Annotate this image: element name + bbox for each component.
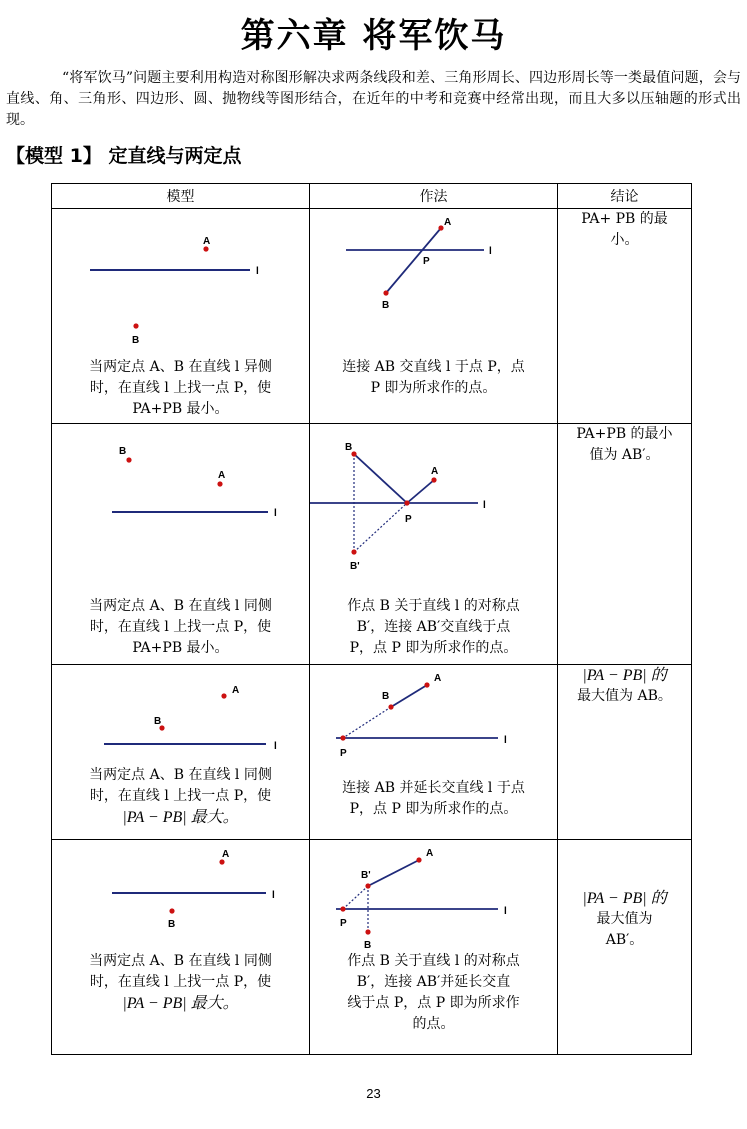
point-b bbox=[169, 908, 174, 913]
label-b: B bbox=[382, 300, 390, 311]
label-b: B bbox=[364, 940, 372, 951]
label-a: A bbox=[434, 673, 442, 684]
model-figure-4 bbox=[52, 840, 310, 950]
point-p bbox=[404, 500, 409, 505]
page-number: 23 bbox=[366, 1086, 381, 1101]
model-desc-line: 时，在直线 l 上找一点 P，使 bbox=[89, 974, 272, 990]
label-p: P bbox=[340, 918, 347, 929]
label-b: B bbox=[132, 335, 140, 346]
method-figure-1 bbox=[310, 209, 558, 359]
label-b: B bbox=[382, 691, 390, 702]
label-l: l bbox=[274, 741, 277, 752]
model-desc-line: 当两定点 A、B 在直线 l 异侧 bbox=[89, 359, 272, 375]
label-b: B bbox=[119, 446, 127, 457]
point-b bbox=[133, 323, 138, 328]
table-header-row bbox=[52, 184, 692, 209]
conclusion-line: 值为 AB′。 bbox=[589, 447, 660, 463]
table-row bbox=[52, 665, 692, 840]
conclusion-line: 最大值为 bbox=[596, 911, 653, 927]
extension-bp bbox=[343, 707, 391, 738]
method-cell bbox=[310, 209, 558, 424]
model-desc-line: |PA − PB| 最大。 bbox=[122, 809, 239, 826]
point-p bbox=[340, 906, 345, 911]
conclusion-line: PA+PB 的最小 bbox=[576, 426, 673, 442]
conclusion-line: 最大值为 AB。 bbox=[577, 688, 672, 704]
method-desc-line: 线于点 P，点 P 即为所求作 bbox=[347, 995, 520, 1011]
point-b bbox=[126, 457, 131, 462]
model-desc-line: 当两定点 A、B 在直线 l 同侧 bbox=[89, 767, 272, 783]
conclusion-cell bbox=[558, 840, 692, 1055]
model-cell bbox=[52, 209, 310, 424]
model-desc-line: |PA − PB| 最大。 bbox=[122, 995, 239, 1012]
model-figure-2 bbox=[52, 424, 310, 594]
conclusion-line: |PA − PB| 的 bbox=[582, 667, 667, 684]
model-desc-line: 时，在直线 l 上找一点 P，使 bbox=[89, 619, 272, 635]
point-a bbox=[424, 682, 429, 687]
point-a bbox=[416, 857, 421, 862]
method-figure-3 bbox=[310, 665, 558, 790]
method-desc-line: P，点 P 即为所求作的点。 bbox=[349, 640, 518, 656]
table-row bbox=[52, 209, 692, 424]
header-method: 作法 bbox=[310, 184, 558, 209]
model-cell bbox=[52, 424, 310, 665]
conclusion-line: PA+ PB 的最 bbox=[581, 211, 668, 227]
label-b-prime: B' bbox=[361, 870, 371, 881]
conclusion-line: AB′。 bbox=[605, 932, 644, 948]
label-a: A bbox=[426, 848, 434, 859]
label-a: A bbox=[431, 466, 439, 477]
label-l: l bbox=[504, 906, 507, 917]
point-b bbox=[365, 929, 370, 934]
header-model: 模型 bbox=[52, 184, 310, 209]
label-l: l bbox=[272, 890, 275, 901]
method-cell bbox=[310, 840, 558, 1055]
point-b-prime bbox=[351, 549, 356, 554]
label-b: B bbox=[154, 716, 162, 727]
method-desc-line: 的点。 bbox=[412, 1016, 455, 1032]
model-desc-line: 当两定点 A、B 在直线 l 同侧 bbox=[89, 953, 272, 969]
segment-bp bbox=[354, 454, 407, 503]
conclusion-line: |PA − PB| 的 bbox=[582, 890, 667, 907]
label-p: P bbox=[423, 256, 430, 267]
label-l: l bbox=[504, 735, 507, 746]
label-b-prime: B' bbox=[350, 561, 360, 572]
model-desc-line: 时，在直线 l 上找一点 P，使 bbox=[89, 380, 272, 396]
point-p bbox=[340, 735, 345, 740]
method-desc-line: 连接 AB 并延长交直线 l 于点 bbox=[342, 780, 525, 796]
point-a bbox=[217, 481, 222, 486]
method-figure-4 bbox=[310, 840, 558, 955]
label-a: A bbox=[218, 470, 226, 481]
page-title: 第六章 将军饮马 bbox=[240, 16, 507, 56]
label-p: P bbox=[405, 514, 412, 525]
label-l: l bbox=[483, 500, 486, 511]
segment-ab bbox=[391, 685, 427, 707]
extension-bprime-p bbox=[343, 886, 368, 909]
intro-paragraph: “将军饮马”问题主要利用构造对称图形解决求两条线段和差、三角形周长、四边形周长等一类最值问题，会与直线、角、三角形、四边形、圆、抛物线等图形结合，在近年的中考和竞赛中经常出现，而且大多以压轴题的形式出现。 bbox=[6, 70, 741, 128]
model-table bbox=[51, 183, 692, 1055]
method-desc-line: 作点 B 关于直线 l 的对称点 bbox=[347, 598, 520, 614]
point-a bbox=[219, 859, 224, 864]
label-l: l bbox=[256, 266, 259, 277]
label-p: P bbox=[340, 748, 347, 759]
model-cell bbox=[52, 840, 310, 1055]
method-figure-2 bbox=[310, 424, 558, 594]
method-cell bbox=[310, 665, 558, 840]
model-figure-3 bbox=[52, 665, 310, 770]
point-a bbox=[221, 693, 226, 698]
model-desc-line: PA+PB 最小。 bbox=[132, 640, 229, 656]
label-a: A bbox=[222, 849, 230, 860]
method-desc-line: 连接 AB 交直线 l 于点 P，点 bbox=[342, 359, 525, 375]
model-heading: 【模型 1】 定直线与两定点 bbox=[6, 145, 242, 167]
method-desc-line: P 即为所求作的点。 bbox=[370, 380, 497, 396]
label-b: B bbox=[168, 919, 176, 930]
model-cell bbox=[52, 665, 310, 840]
point-b bbox=[388, 704, 393, 709]
model-desc-line: 时，在直线 l 上找一点 P，使 bbox=[89, 788, 272, 804]
conclusion-cell bbox=[558, 665, 692, 840]
method-desc-line: B′，连接 AB′交直线于点 bbox=[356, 619, 511, 635]
conclusion-line: 小。 bbox=[610, 232, 639, 248]
segment-ab bbox=[386, 228, 441, 293]
label-a: A bbox=[444, 217, 452, 228]
point-b bbox=[383, 290, 388, 295]
label-l: l bbox=[274, 508, 277, 519]
label-b: B bbox=[345, 442, 353, 453]
method-desc-line: 作点 B 关于直线 l 的对称点 bbox=[347, 953, 520, 969]
method-desc-line: B′，连接 AB′并延长交直 bbox=[356, 974, 511, 990]
model-figure-1 bbox=[52, 209, 310, 359]
conclusion-cell bbox=[558, 209, 692, 424]
model-desc-line: PA+PB 最小。 bbox=[132, 401, 229, 417]
label-a: A bbox=[203, 236, 211, 247]
method-desc-line: P，点 P 即为所求作的点。 bbox=[349, 801, 518, 817]
header-conclusion: 结论 bbox=[558, 184, 692, 209]
table-row bbox=[52, 840, 692, 1055]
table-row bbox=[52, 424, 692, 665]
method-cell bbox=[310, 424, 558, 665]
point-a bbox=[203, 246, 208, 251]
label-a: A bbox=[232, 685, 240, 696]
point-a bbox=[431, 477, 436, 482]
segment-bprime-p bbox=[354, 503, 407, 552]
segment-pa bbox=[407, 480, 434, 503]
point-b-prime bbox=[365, 883, 370, 888]
point-a bbox=[438, 225, 443, 230]
label-l: l bbox=[489, 246, 492, 257]
conclusion-cell bbox=[558, 424, 692, 665]
model-desc-line: 当两定点 A、B 在直线 l 同侧 bbox=[89, 598, 272, 614]
segment-ab-prime bbox=[368, 860, 419, 886]
